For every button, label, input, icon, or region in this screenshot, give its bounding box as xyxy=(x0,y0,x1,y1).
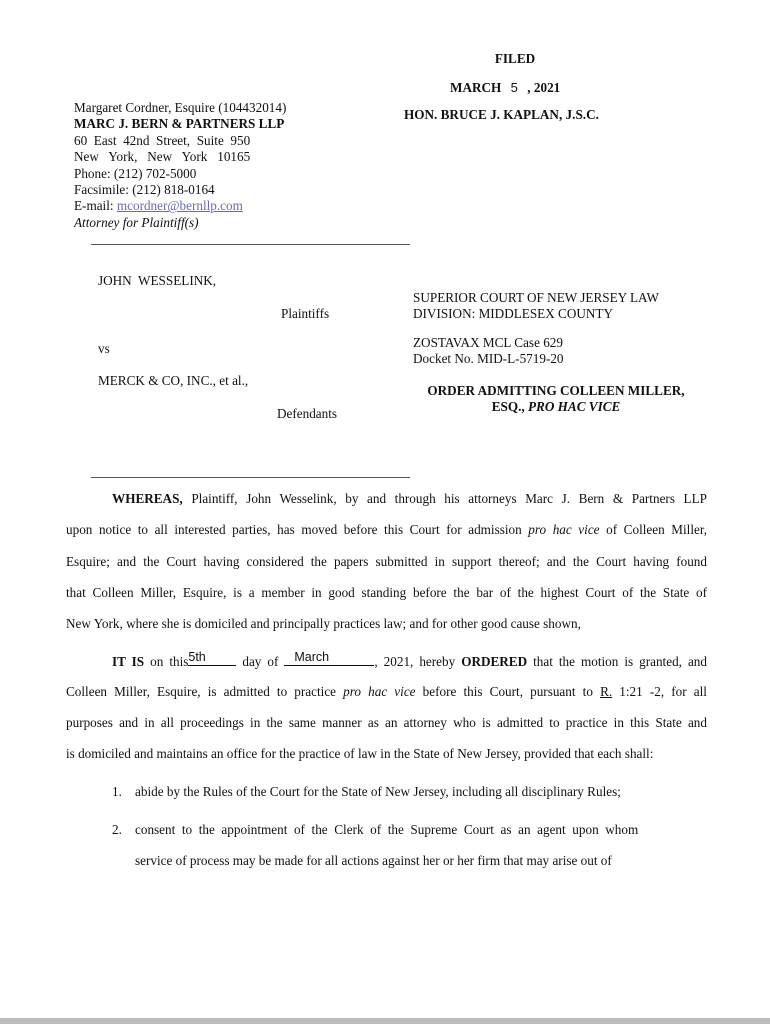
case-name: ZOSTAVAX MCL Case 629 xyxy=(413,335,563,350)
rule-reference: R. xyxy=(600,684,613,699)
ordered-line-4: is domiciled and maintains an office for the practice of law in the State of New Jersey, provided that each shall: xyxy=(66,746,654,761)
email-link[interactable]: mcordner@bernllp.com xyxy=(116,198,243,214)
filed-year: , 2021 xyxy=(527,80,561,95)
condition-2-text-line1: consent to the appointment of the Clerk of the Supreme Court as an agent upon whom xyxy=(135,822,639,837)
whereas-line-3: Esquire; and the Court having considered the papers submitted in support thereof; and the Court having found xyxy=(66,554,707,569)
ordered-line-3: purposes and in all proceedings in the same manner as an attorney who is admitted to practice in this State and xyxy=(66,715,707,730)
whereas-line-2: upon notice to all interested parties, has moved before this Court for admission pro hac vice of Colleen Miller, xyxy=(66,522,707,537)
attorney-block xyxy=(74,100,286,231)
firm-phone: Phone: (212) 702-5000 xyxy=(74,165,197,181)
filed-stamp-label: FILED xyxy=(494,51,536,66)
filed-day: 5 xyxy=(510,80,518,95)
condition-1-text: abide by the Rules of the Court for the State of New Jersey, including all disciplinary Rules; xyxy=(135,784,621,799)
month-fill: March xyxy=(294,650,330,664)
plaintiff-name: JOHN WESSELINK, xyxy=(98,273,217,288)
day-fill: 5th xyxy=(188,650,206,664)
case-info xyxy=(413,335,564,367)
docket-number: Docket No. MID-L-5719-20 xyxy=(413,351,564,366)
condition-1-number: 1. xyxy=(112,784,122,799)
attorney-name: Margaret Cordner, Esquire (104432014) xyxy=(74,100,287,115)
whereas-line-5: New York, where she is domiciled and principally practices law; and for other good cause shown, xyxy=(66,616,581,631)
condition-2-text-line2: service of process may be made for all actions against her or her firm that may arise out of xyxy=(135,853,612,868)
law-firm-name: MARC J. BERN & PARTNERS LLP xyxy=(74,116,285,132)
order-title: ORDER ADMITTING COLLEEN MILLER, ESQ., PRO HAC VICE xyxy=(427,383,685,414)
caption-bottom-rule xyxy=(91,477,410,478)
firm-fax: Facsimile: (212) 818-0164 xyxy=(74,182,215,198)
judge-name: HON. BRUCE J. KAPLAN, J.S.C. xyxy=(404,107,599,122)
page-bottom-edge xyxy=(0,1018,770,1024)
condition-2-number: 2. xyxy=(112,822,122,837)
filed-month: MARCH xyxy=(450,80,502,95)
firm-address-line2: New York, New York 10165 xyxy=(74,149,251,165)
attorney-role: Attorney for Plaintiff(s) xyxy=(74,214,199,230)
filed-date xyxy=(450,80,560,96)
day-blank xyxy=(188,650,236,666)
court-name: SUPERIOR COURT OF NEW JERSEY LAW DIVISION: MIDDLESEX COUNTY xyxy=(413,290,659,321)
firm-email-line: E-mail: mcordner@bernllp.com xyxy=(74,198,243,214)
month-blank xyxy=(284,650,374,666)
whereas-line-4: that Colleen Miller, Esquire, is a member in good standing before the bar of the highest Court of the State of xyxy=(66,585,707,600)
whereas-line-1: WHEREAS, Plaintiff, John Wesselink, by and through his attorneys Marc J. Bern & Partners LLP xyxy=(112,491,707,506)
ordered-line-2: Colleen Miller, Esquire, is admitted to practice pro hac vice before this Court, pursuant to R. 1:21 -2, for all xyxy=(66,684,707,699)
caption-top-rule xyxy=(91,244,410,245)
defendant-name: MERCK & CO, INC., et al., xyxy=(98,373,249,388)
versus-text: vs xyxy=(98,341,110,356)
firm-address-line1: 60 East 42nd Street, Suite 950 xyxy=(74,132,251,148)
plaintiffs-role: Plaintiffs xyxy=(281,306,330,321)
defendants-role: Defendants xyxy=(277,406,338,421)
ordered-line-1: IT IS on this 5th day of March , 2021, hereby ORDERED that the motion is granted, and xyxy=(112,650,707,669)
